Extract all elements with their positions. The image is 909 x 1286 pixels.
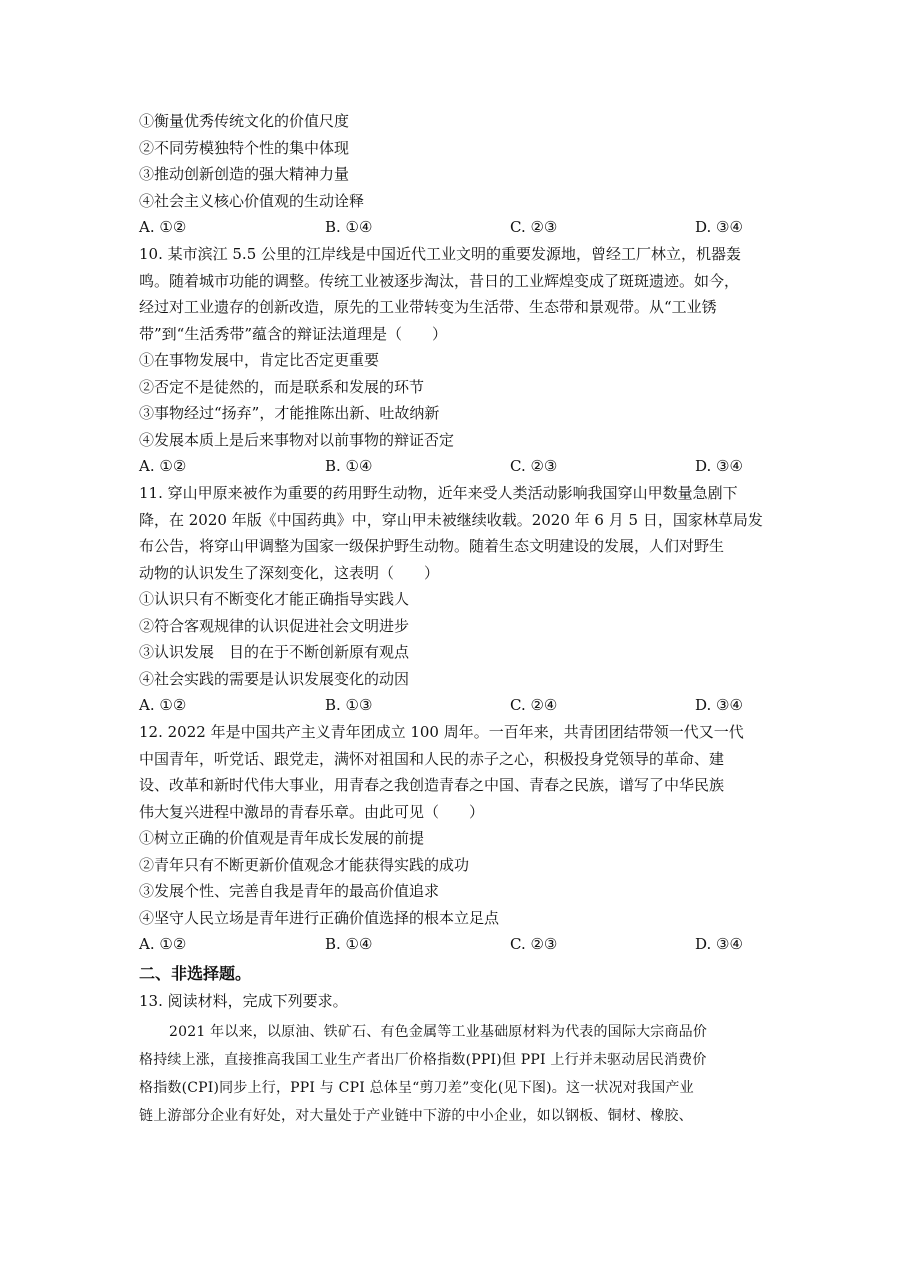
material-paragraph-line: 格持续上涨，直接推高我国工业生产者出厂价格指数(PPI)但 PPI 上行并未驱动居民消费价	[139, 1051, 707, 1068]
option-statement: ①衡量优秀传统文化的价值尺度	[139, 112, 350, 130]
choice-a: A. ①②	[139, 218, 187, 236]
choice-a: A. ①②	[139, 457, 187, 475]
choice-d: D. ③④	[695, 457, 743, 475]
answer-choices	[139, 692, 779, 719]
question-stem-line: 降，在 2020 年版《中国药典》中，穿山甲未被继续收载。2020 年 6 月 5 日，国家林草局发	[139, 510, 763, 529]
choice-d: D. ③④	[695, 218, 743, 236]
question-stem-line: 经过对工业遗存的创新改造，原先的工业带转变为生活带、生态带和景观带。从“工业锈	[139, 298, 717, 316]
answer-choices	[139, 214, 779, 241]
question-stem-line: 中国青年，听党话、跟党走，满怀对祖国和人民的赤子之心，积极投身党领导的革命、建	[139, 749, 725, 768]
option-statement: ④社会主义核心价值观的生动诠释	[139, 191, 365, 210]
option-statement: ①在事物发展中，肯定比否定更重要	[139, 351, 380, 369]
option-statement: ④发展本质上是后来事物对以前事物的辩证否定	[139, 430, 455, 449]
option-statement: ①树立正确的价值观是青年成长发展的前提	[139, 829, 425, 847]
question-9	[139, 108, 779, 241]
choice-b: B. ①④	[325, 457, 373, 475]
option-statement: ④坚守人民立场是青年进行正确价值选择的根本立足点	[139, 908, 500, 927]
choice-b: B. ①④	[325, 935, 373, 953]
section-heading: 二、非选择题。	[139, 964, 252, 983]
option-statement: ①认识只有不断变化才能正确指导实践人	[139, 590, 410, 608]
question-stem-line: 伟大复兴进程中激昂的青春乐章。由此可见（ ）	[139, 802, 485, 821]
choice-c: C. ②③	[510, 457, 558, 475]
choice-a: A. ①②	[139, 935, 187, 953]
choice-b: B. ①④	[325, 218, 373, 236]
choice-c: C. ②③	[510, 935, 558, 953]
question-11	[139, 480, 779, 719]
question-12	[139, 719, 779, 958]
choice-d: D. ③④	[695, 935, 743, 953]
choice-c: C. ②③	[510, 218, 558, 236]
option-statement: ③推动创新创造的强大精神力量	[139, 165, 350, 183]
option-statement: ②青年只有不断更新价值观念才能获得实践的成功	[139, 855, 470, 874]
material-paragraph-line: 格指数(CPI)同步上行，PPI 与 CPI 总体呈“剪刀差”变化(见下图)。这一状况对我国产业	[139, 1079, 694, 1096]
option-statement: ②符合客观规律的认识促进社会文明进步	[139, 616, 410, 635]
choice-c: C. ②④	[510, 696, 558, 714]
material-paragraph-line: 2021 年以来，以原油、铁矿石、有色金属等工业基础原材料为代表的国际大宗商品价	[169, 1023, 708, 1040]
option-statement: ③事物经过“扬弃”，才能推陈出新、吐故纳新	[139, 404, 440, 422]
question-13	[139, 988, 779, 1130]
material-paragraph-line: 链上游部分企业有好处，对大量处于产业链中下游的中小企业，如以钢板、铜材、橡胶、	[139, 1107, 693, 1124]
answer-choices	[139, 931, 779, 958]
question-stem-line: 13. 阅读材料，完成下列要求。	[139, 992, 348, 1010]
question-10	[139, 241, 779, 480]
question-stem-line: 10. 某市滨江 5.5 公里的江岸线是中国近代工业文明的重要发源地，曾经工厂林立，机器轰	[139, 245, 742, 263]
option-statement: ③发展个性、完善自我是青年的最高价值追求	[139, 882, 440, 900]
question-stem-line: 动物的认识发生了深刻变化，这表明（ ）	[139, 563, 440, 582]
question-stem-line: 鸣。随着城市功能的调整。传统工业被逐步淘汰，昔日的工业辉煌变成了斑斑遗迹。如今，	[139, 271, 740, 290]
option-statement: ③认识发展 目的在于不断创新原有观点	[139, 643, 410, 661]
question-stem-line: 设、改革和新时代伟大事业，用青春之我创造青春之中国、青春之民族，谱写了中华民族	[139, 776, 725, 794]
option-statement: ②否定不是徒然的，而是联系和发展的环节	[139, 377, 425, 396]
choice-b: B. ①③	[325, 696, 373, 714]
option-statement: ④社会实践的需要是认识发展变化的动因	[139, 669, 410, 688]
option-statement: ②不同劳模独特个性的集中体现	[139, 138, 350, 157]
question-stem-line: 11. 穿山甲原来被作为重要的药用野生动物，近年来受人类活动影响我国穿山甲数量急剧下	[139, 484, 738, 502]
choice-d: D. ③④	[695, 696, 743, 714]
question-stem-line: 布公告，将穿山甲调整为国家一级保护野生动物。随着生态文明建设的发展，人们对野生	[139, 537, 725, 555]
question-stem-line: 12. 2022 年是中国共产主义青年团成立 100 周年。一百年来，共青团团结带领一代又一代	[139, 723, 744, 741]
answer-choices	[139, 453, 779, 480]
page-content	[139, 108, 779, 1130]
question-stem-line: 带”到“生活秀带”蕴含的辩证法道理是（ ）	[139, 324, 448, 343]
choice-a: A. ①②	[139, 696, 187, 714]
